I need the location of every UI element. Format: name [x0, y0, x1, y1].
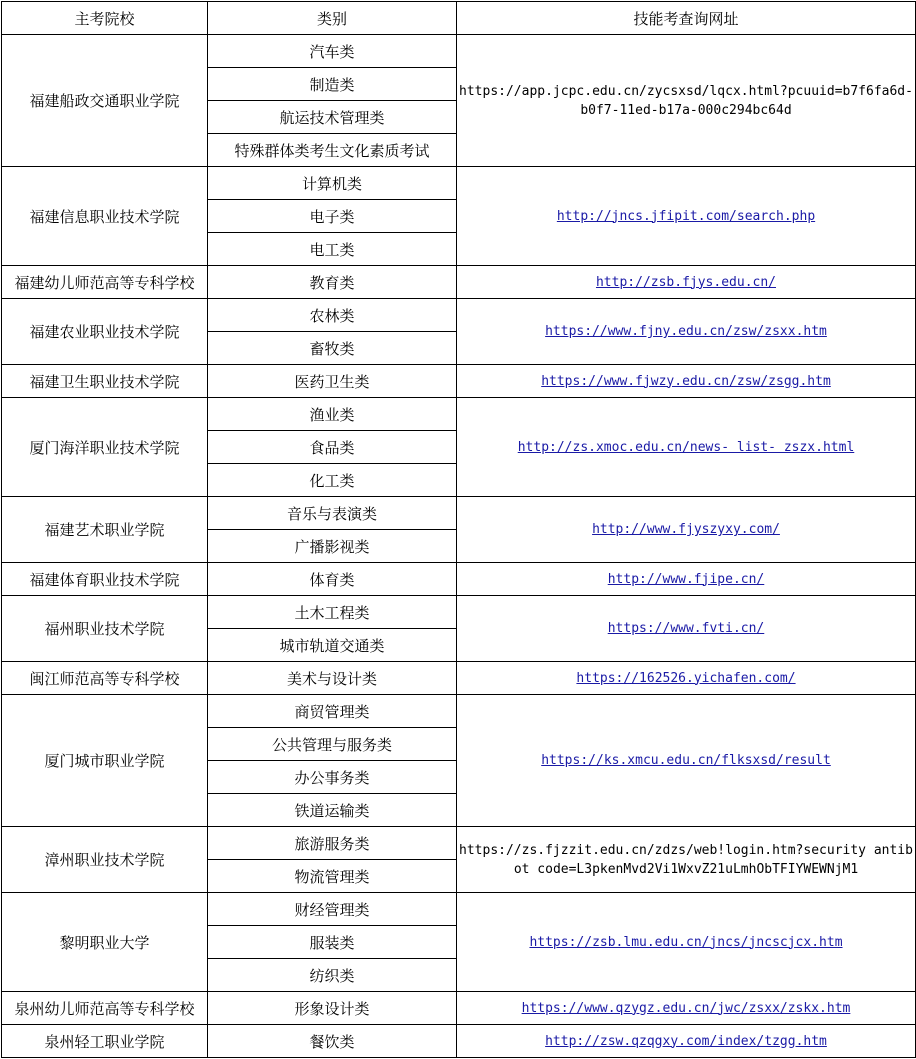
query-url-cell — [457, 596, 916, 662]
category-cell: 餐饮类 — [208, 1025, 457, 1058]
school-name-cell: 福建卫生职业技术学院 — [2, 365, 208, 398]
school-name-cell: 厦门海洋职业技术学院 — [2, 398, 208, 497]
table-row — [2, 827, 916, 860]
school-name-cell: 黎明职业大学 — [2, 893, 208, 992]
table-row — [2, 1025, 916, 1058]
query-url-link[interactable]: https://zsb.lmu.edu.cn/jncs/jncscjcx.htm — [529, 934, 843, 950]
category-cell: 教育类 — [208, 266, 457, 299]
query-url-link[interactable]: https://www.fjny.edu.cn/zsw/zsxx.htm — [545, 324, 827, 339]
query-url-cell — [457, 167, 916, 266]
header-category: 类别 — [208, 2, 457, 35]
query-url-text: https://app.jcpc.edu.cn/zycsxsd/lqcx.html?pcuuid=b7f6fa6d-b0f7-11ed-b17a-000c294bc64d — [457, 35, 916, 167]
table-row — [2, 563, 916, 596]
category-cell: 美术与设计类 — [208, 662, 457, 695]
school-name-cell: 福建幼儿师范高等专科学校 — [2, 266, 208, 299]
query-url-cell — [457, 893, 916, 992]
table-row — [2, 596, 916, 629]
header-query-url: 技能考查询网址 — [457, 2, 916, 35]
category-cell: 体育类 — [208, 563, 457, 596]
school-name-cell: 厦门城市职业学院 — [2, 695, 208, 827]
query-url-cell — [457, 1025, 916, 1058]
school-name-cell: 福建艺术职业学院 — [2, 497, 208, 563]
query-url-link[interactable]: https://162526.yichafen.com/ — [576, 670, 796, 686]
category-cell: 财经管理类 — [208, 893, 457, 926]
category-cell: 办公事务类 — [208, 761, 457, 794]
query-url-link[interactable]: http://www.fjyszyxy.com/ — [592, 522, 780, 537]
table-row — [2, 695, 916, 728]
category-cell: 服装类 — [208, 926, 457, 959]
school-name-cell: 福建体育职业技术学院 — [2, 563, 208, 596]
category-cell: 制造类 — [208, 68, 457, 101]
category-cell: 汽车类 — [208, 35, 457, 68]
school-name-cell: 福州职业技术学院 — [2, 596, 208, 662]
query-url-cell — [457, 695, 916, 827]
query-url-cell — [457, 497, 916, 563]
header-row — [2, 2, 916, 35]
category-cell: 航运技术管理类 — [208, 101, 457, 134]
query-url-link[interactable]: https://ks.xmcu.edu.cn/flksxsd/result — [541, 753, 831, 768]
category-cell: 畜牧类 — [208, 332, 457, 365]
query-url-cell — [457, 398, 916, 497]
school-name-cell: 福建船政交通职业学院 — [2, 35, 208, 167]
school-name-cell: 泉州幼儿师范高等专科学校 — [2, 992, 208, 1025]
query-url-link[interactable]: http://jncs.jfipit.com/search.php — [556, 208, 816, 224]
category-cell: 土木工程类 — [208, 596, 457, 629]
query-url-link[interactable]: http://zs.xmoc.edu.cn/news- list- zszx.html — [517, 439, 855, 455]
query-url-cell — [457, 662, 916, 695]
table-row — [2, 992, 916, 1025]
school-name-cell: 漳州职业技术学院 — [2, 827, 208, 893]
school-name-cell: 泉州轻工职业学院 — [2, 1025, 208, 1058]
category-cell: 广播影视类 — [208, 530, 457, 563]
query-url-link[interactable]: http://zsb.fjys.edu.cn/ — [595, 274, 776, 290]
table-row — [2, 398, 916, 431]
category-cell: 旅游服务类 — [208, 827, 457, 860]
category-cell: 特殊群体类考生文化素质考试 — [208, 134, 457, 167]
table-row — [2, 167, 916, 200]
category-cell: 农林类 — [208, 299, 457, 332]
query-url-link[interactable]: https://www.fjwzy.edu.cn/zsw/zsgg.htm — [541, 373, 831, 389]
header-school: 主考院校 — [2, 2, 208, 35]
category-cell: 医药卫生类 — [208, 365, 457, 398]
category-cell: 化工类 — [208, 464, 457, 497]
table-row — [2, 497, 916, 530]
table-row — [2, 365, 916, 398]
school-name-cell: 福建农业职业技术学院 — [2, 299, 208, 365]
table-row — [2, 35, 916, 68]
category-cell: 铁道运输类 — [208, 794, 457, 827]
query-url-cell — [457, 299, 916, 365]
query-url-link[interactable]: https://www.fvti.cn/ — [607, 621, 765, 636]
skills-test-query-table — [1, 1, 916, 1058]
category-cell: 电子类 — [208, 200, 457, 233]
category-cell: 物流管理类 — [208, 860, 457, 893]
query-url-link[interactable]: https://www.qzygz.edu.cn/jwc/zsxx/zskx.htm — [521, 1000, 851, 1016]
category-cell: 计算机类 — [208, 167, 457, 200]
table-row — [2, 299, 916, 332]
table-row — [2, 266, 916, 299]
category-cell: 渔业类 — [208, 398, 457, 431]
category-cell: 商贸管理类 — [208, 695, 457, 728]
table-row — [2, 893, 916, 926]
category-cell: 电工类 — [208, 233, 457, 266]
school-name-cell: 闽江师范高等专科学校 — [2, 662, 208, 695]
table-body — [2, 35, 916, 1058]
query-url-cell — [457, 266, 916, 299]
query-url-cell — [457, 563, 916, 596]
query-url-cell — [457, 992, 916, 1025]
query-url-cell — [457, 365, 916, 398]
query-url-link[interactable]: http://www.fjipe.cn/ — [607, 571, 765, 587]
query-url-text: https://zs.fjzzit.edu.cn/zdzs/web!login.htm?security antibot code=L3pkenMvd2Vi1WxvZ21uLmhObTFIYWEWNjM1 — [457, 827, 916, 893]
category-cell: 公共管理与服务类 — [208, 728, 457, 761]
category-cell: 食品类 — [208, 431, 457, 464]
category-cell: 音乐与表演类 — [208, 497, 457, 530]
table-row — [2, 662, 916, 695]
school-name-cell: 福建信息职业技术学院 — [2, 167, 208, 266]
category-cell: 纺织类 — [208, 959, 457, 992]
category-cell: 形象设计类 — [208, 992, 457, 1025]
category-cell: 城市轨道交通类 — [208, 629, 457, 662]
query-url-link[interactable]: http://zsw.qzqgxy.com/index/tzgg.htm — [545, 1033, 827, 1049]
